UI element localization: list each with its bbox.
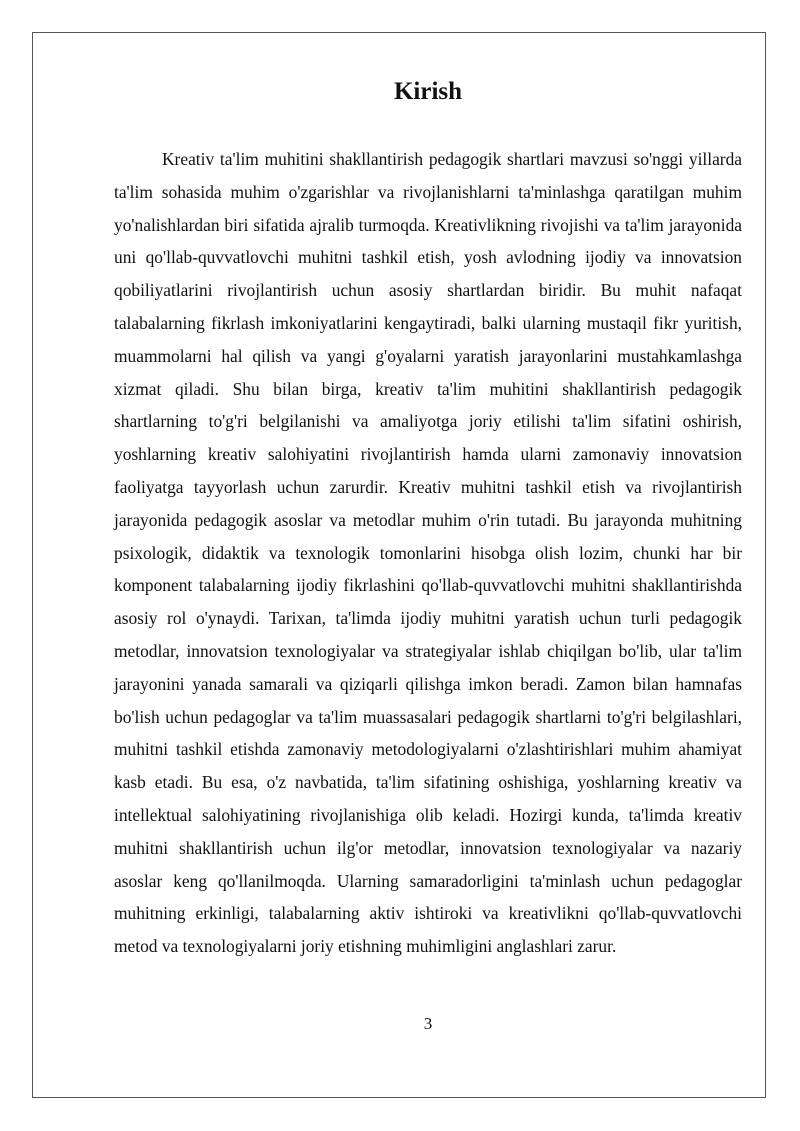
page-title: Kirish bbox=[393, 78, 463, 105]
body-paragraph: Kreativ ta'lim muhitini shakllantirish pedagogik shartlari mavzusi so'nggi yillarda ta'lim sohasida muhim o'zgarishlar va rivojlanishlarni ta'minlashga qaratilgan muhim yo'nalishlardan biri sifatida ajralib turmoqda. Kreativlikning rivojishi va ta'lim jarayonida uni qo'llab-quvvatlovchi muhitni tashkil etish, yosh avlodning ijodiy va innovatsion qobiliyatlarini rivojlantirish uchun asosiy shartlardan biridir. Bu muhit nafaqat talabalarning fikrlash imkoniyatlarini kengaytiradi, balki ularning mustaqil fikr yuritish, muammolarni hal qilish va yangi g'oyalarni yaratish jarayonlarini mustahkamlashga xizmat qiladi. Shu bilan birga, kreativ ta'lim muhitini shakllantirish pedagogik shartlarning to'g'ri belgilanishi va amaliyotga joriy etilishi ta'lim sifatini oshirish, yoshlarning kreativ salohiyatini rivojlantirish hamda ularni zamonaviy innovatsion faoliyatga tayyorlash uchun zarurdir. Kreativ muhitni tashkil etish va rivojlantirish jarayonida pedagogik asoslar va metodlar muhim o'rin tutadi. Bu jarayonda muhitning psixologik, didaktik va texnologik tomonlarini hisobga olish lozim, chunki har bir komponent talabalarning ijodiy fikrlashini qo'llab-quvvatlovchi muhitni shakllantirishda asosiy rol o'ynaydi. Tarixan, ta'limda ijodiy muhitni yaratish uchun turli pedagogik metodlar, innovatsion texnologiyalar va strategiyalar ishlab chiqilgan bo'lib, ular ta'lim jarayonini yanada samarali va qiziqarli qilishga imkon beradi. Zamon bilan hamnafas bo'lish uchun pedagoglar va ta'lim muassasalari pedagogik shartlarni to'g'ri belgilashlari, muhitni tashkil etishda zamonaviy metodologiyalarni o'zlashtirishlari muhim ahamiyat kasb etadi. Bu esa, o'z navbatida, ta'lim sifatining oshishiga, yoshlarning kreativ va intellektual salohiyatining rivojlanishiga olib keladi. Hozirgi kunda, ta'limda kreativ muhitni shakllantirish uchun ilg'or metodlar, innovatsion texnologiyalar va nazariy asoslar keng qo'llanilmoqda. Ularning samaradorligini ta'minlash uchun pedagoglar muhitning erkinligi, talabalarning aktiv ishtiroki va kreativlikni qo'llab-quvvatlovchi metod va texnologiyalarni joriy etishning muhimligini anglashlari zarur. bbox=[114, 149, 742, 957]
page-number: 3 bbox=[423, 1014, 433, 1033]
